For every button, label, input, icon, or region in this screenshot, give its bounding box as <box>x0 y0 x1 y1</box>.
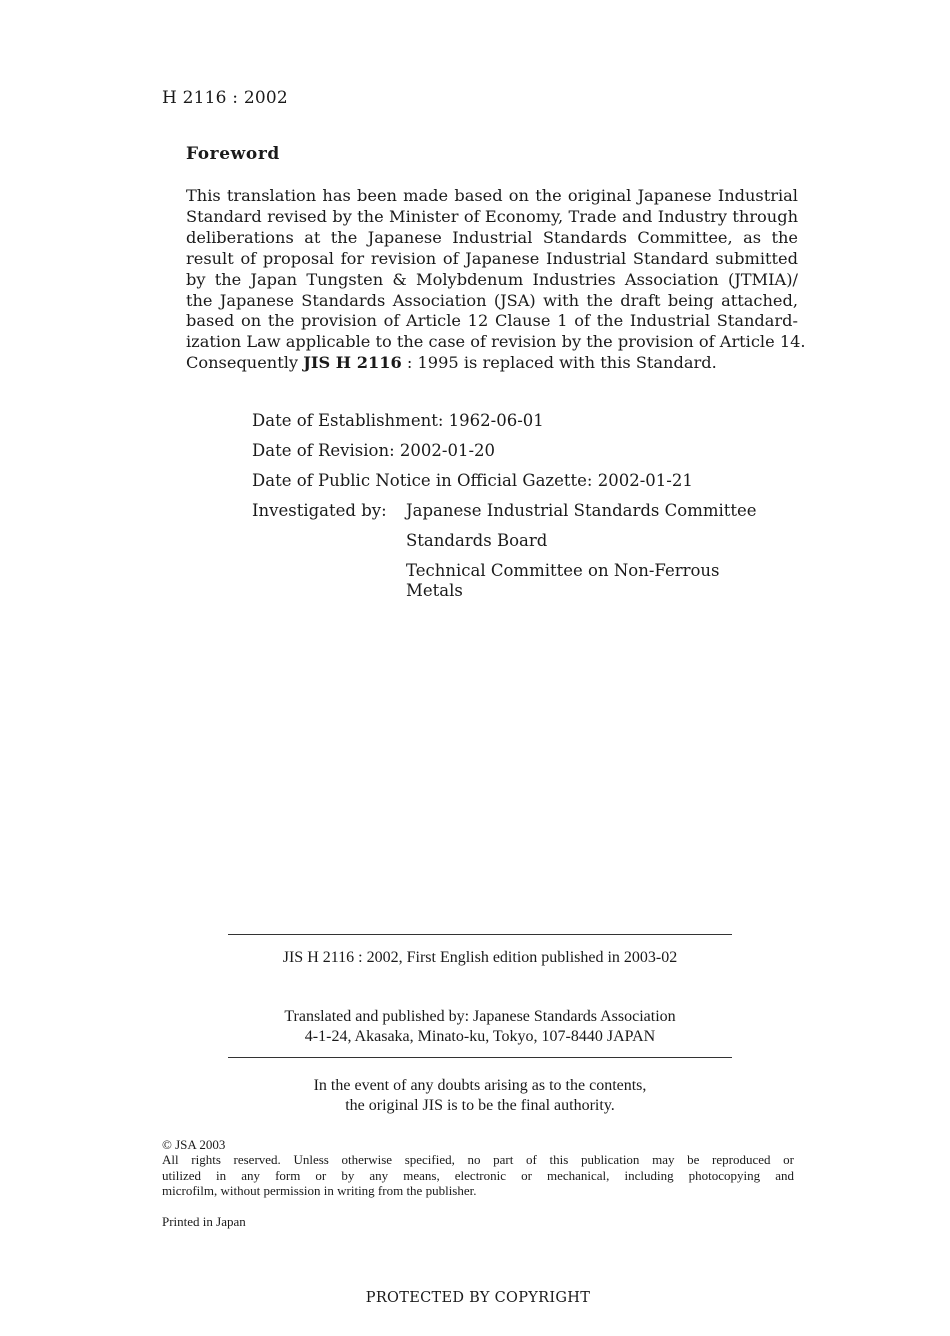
copyright-block <box>162 1137 794 1198</box>
investigated-by-label: Investigated by: <box>252 501 387 520</box>
foreword-heading: Foreword <box>186 144 280 164</box>
foreword-line-final <box>186 353 798 374</box>
publisher-block <box>200 1007 760 1047</box>
foreword-line: based on the provision of Article 12 Clause 1 of the Industrial Standard- <box>186 311 798 331</box>
foreword-line: ization Law applicable to the case of revision by the provision of Article 14. <box>186 332 806 352</box>
foreword-line: deliberations at the Japanese Industrial Standards Committee, as the <box>186 227 798 247</box>
foreword-line: Standard revised by the Minister of Economy, Trade and Industry through <box>186 206 798 226</box>
divider-rule <box>228 934 732 935</box>
rights-line: utilized in any form or by any means, electronic or mechanical, including photocopying and <box>162 1167 794 1183</box>
standard-dates-block <box>252 411 757 601</box>
foreword-line: result of proposal for revision of Japanese Industrial Standard submitted <box>186 248 798 268</box>
authority-note <box>200 1076 760 1116</box>
publisher-address: 4-1-24, Akasaka, Minato-ku, Tokyo, 107-8440 JAPAN <box>304 1028 656 1045</box>
foreword-line: This translation has been made based on the original Japanese Industrial <box>186 186 798 205</box>
investigating-body-continued: Metals <box>406 581 463 600</box>
investigated-by <box>252 501 757 601</box>
foreword-final-suffix: : 1995 is replaced with this Standard. <box>401 353 717 373</box>
rights-line: All rights reserved. Unless otherwise specified, no part of this publication may be reproduced or <box>162 1152 794 1168</box>
investigating-body: Japanese Industrial Standards Committee <box>406 501 757 520</box>
investigating-body: Technical Committee on Non-Ferrous <box>406 561 720 580</box>
divider-rule <box>228 1057 732 1058</box>
authority-note-line: In the event of any doubts arising as to the contents, <box>313 1077 647 1094</box>
translated-by-line: Translated and published by: Japanese Standards Association <box>284 1008 676 1025</box>
protected-by-copyright-footer: PROTECTED BY COPYRIGHT <box>365 1290 591 1306</box>
date-of-revision: Date of Revision: 2002-01-20 <box>252 441 496 460</box>
rights-line: microfilm, without permission in writing from the publisher. <box>162 1182 477 1198</box>
date-of-public-notice: Date of Public Notice in Official Gazette: 2002-01-21 <box>252 471 693 490</box>
investigating-body: Standards Board <box>406 531 548 550</box>
copyright-notice: © JSA 2003 <box>162 1137 226 1152</box>
foreword-line: the Japanese Standards Association (JSA) with the draft being attached, <box>186 290 798 310</box>
printed-in-japan: Printed in Japan <box>162 1214 246 1229</box>
date-of-establishment: Date of Establishment: 1962-06-01 <box>252 411 544 430</box>
foreword-final-prefix: Consequently <box>186 353 304 373</box>
document-number-header: H 2116 : 2002 <box>162 88 288 108</box>
foreword-paragraph <box>186 186 806 374</box>
replaced-standard-reference: JIS H 2116 <box>303 353 402 373</box>
investigating-bodies <box>406 501 757 601</box>
authority-note-line: the original JIS is to be the final authority. <box>345 1097 615 1114</box>
edition-line: JIS H 2116 : 2002, First English edition published in 2003-02 <box>282 949 678 966</box>
foreword-line: by the Japan Tungsten & Molybdenum Industries Association (JTMIA)/ <box>186 269 798 289</box>
